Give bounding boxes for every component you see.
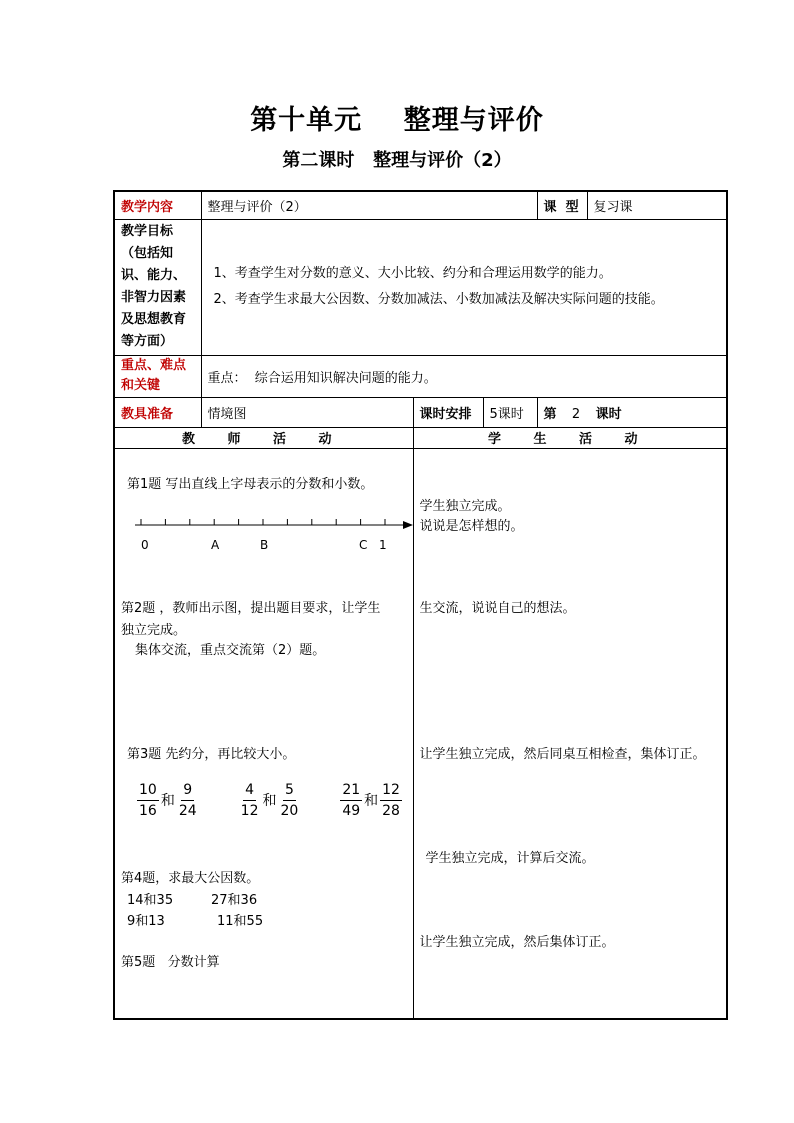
goal-item: 1、考查学生对分数的意义、大小比较、约分和合理运用数学的能力。 xyxy=(213,266,612,281)
q5-text: 第5题 分数计算 xyxy=(121,954,220,970)
arrow-head-icon xyxy=(403,521,413,529)
and-word: 和 xyxy=(160,793,175,809)
fraction xyxy=(278,782,300,819)
goal-item: 2、考查学生求最大公因数、分数加减法、小数加减法及解决实际问题的技能。 xyxy=(213,292,664,307)
gcd-2a: 9和13 xyxy=(127,913,165,929)
q2-line2: 独立完成。 xyxy=(121,622,187,638)
row-goals xyxy=(114,219,727,355)
and-word: 和 xyxy=(364,793,379,809)
gcd-2b: 11和55 xyxy=(217,913,264,929)
s3-text: 让学生独立完成，然后同桌互相检查，集体订正。 xyxy=(419,746,706,762)
row-activities xyxy=(114,448,727,1019)
s4-text: 学生独立完成，计算后交流。 xyxy=(425,850,595,866)
tools-value: 情境图 xyxy=(201,397,413,427)
q2-line3: 集体交流，重点交流第（2）题。 xyxy=(135,642,326,658)
current-suffix: 课时 xyxy=(595,406,622,422)
fraction xyxy=(177,782,199,819)
schedule-value: 5课时 xyxy=(483,397,537,427)
numerator: 12 xyxy=(380,782,402,801)
page-subtitle: 第二课时 整理与评价（2） xyxy=(282,150,512,171)
s5-text: 让学生独立完成，然后集体订正。 xyxy=(419,934,615,950)
s1-line2: 说说是怎样想的。 xyxy=(419,518,524,534)
s1-line1: 学生独立完成。 xyxy=(419,498,511,514)
q4-text: 第4题，求最大公因数。 xyxy=(121,870,260,886)
fraction xyxy=(380,782,402,819)
type-value: 复习课 xyxy=(587,191,727,219)
numerator: 4 xyxy=(243,782,256,801)
fraction-pair xyxy=(137,782,199,819)
numerator: 10 xyxy=(137,782,159,801)
fraction xyxy=(340,782,362,819)
fraction-row xyxy=(137,782,442,819)
label-a: A xyxy=(211,537,220,552)
numerator: 21 xyxy=(340,782,362,801)
teacher-header: 教 师 活 动 xyxy=(114,427,413,448)
goal-label: 教学目标（包括知识、能力、非智力因素及思想教育等方面） xyxy=(114,219,201,355)
q2-line1: 第2题 ，教师出示图，提出题目要求，让学生 xyxy=(121,600,381,616)
label-b: B xyxy=(260,537,269,552)
current-num: 2 xyxy=(571,406,581,422)
key-label: 重点、难点和关键 xyxy=(114,355,201,397)
label-0: 0 xyxy=(141,537,149,552)
student-activities xyxy=(413,448,727,1019)
row-activity-headers xyxy=(114,427,727,448)
content-value: 整理与评价（2） xyxy=(201,191,537,219)
denominator: 49 xyxy=(342,802,361,819)
student-header: 学 生 活 动 xyxy=(413,427,727,448)
denominator: 20 xyxy=(280,802,299,819)
denominator: 12 xyxy=(240,802,259,819)
label-c: C xyxy=(359,537,368,552)
current-prefix: 第 xyxy=(543,406,557,422)
schedule-label: 课时安排 xyxy=(413,397,483,427)
q1-text: 第1题 写出直线上字母表示的分数和小数。 xyxy=(127,476,374,492)
row-content xyxy=(114,191,727,219)
and-word: 和 xyxy=(262,793,277,809)
numerator: 5 xyxy=(283,782,296,801)
key-value: 重点： 综合运用知识解决问题的能力。 xyxy=(201,355,727,397)
label-1: 1 xyxy=(379,537,387,552)
gcd-1a: 14和35 xyxy=(127,892,174,908)
fraction xyxy=(137,782,159,819)
page-title: 第十单元 整理与评价 xyxy=(250,105,544,136)
s2-text: 生交流，说说自己的想法。 xyxy=(419,600,576,616)
content-label: 教学内容 xyxy=(114,191,201,219)
fraction-pair xyxy=(340,782,402,819)
fraction-pair xyxy=(239,782,301,819)
denominator: 16 xyxy=(139,802,157,819)
denominator: 28 xyxy=(382,802,400,819)
row-tools xyxy=(114,397,727,427)
goal-list xyxy=(201,219,727,355)
tools-label: 教具准备 xyxy=(114,397,201,427)
fraction xyxy=(239,782,261,819)
number-line xyxy=(129,507,419,557)
row-key xyxy=(114,355,727,397)
lesson-plan-table xyxy=(113,190,728,1020)
teacher-activities xyxy=(114,448,413,1019)
denominator: 24 xyxy=(178,802,197,819)
type-label: 课 型 xyxy=(537,191,587,219)
numerator: 9 xyxy=(181,782,194,801)
q3-text: 第3题 先约分，再比较大小。 xyxy=(127,746,296,762)
current-lesson xyxy=(537,397,727,427)
gcd-1b: 27和36 xyxy=(211,892,258,908)
